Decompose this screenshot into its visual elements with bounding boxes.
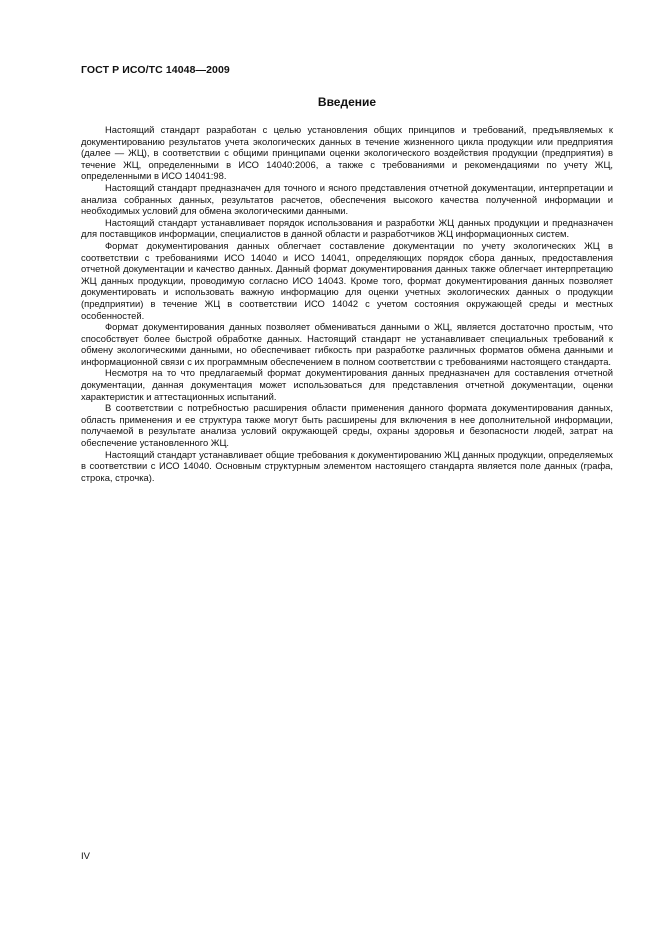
paragraph: Формат документирования данных облегчает составление документации по учету экологических ЖЦ в соответствии с требованиями ИСО 14040 и ИСО 14041, определяющих порядок сбора данных, предоставления отчетной документации и качество данных. Данный формат документирования данных также облегчает интерпретацию ЖЦ данных продукции, проводимую согласно ИСО 14043. Кроме того, формат документирования данных позволяет документировать и использовать важную информацию для оценки учетных экологических данных о продукции (предприятии) в течение ЖЦ в соответствии ИСО 14042 с учетом состояния окружающей среды и местных особенностей.: [81, 239, 613, 321]
paragraph: Настоящий стандарт устанавливает порядок использования и разработки ЖЦ данных продукции и предназначен для поставщиков информации, специалистов в данной области и разработчиков ЖЦ информационных систем.: [81, 216, 613, 240]
page-number: IV: [81, 851, 90, 862]
document-body: [81, 124, 613, 483]
paragraph: Несмотря на то что предлагаемый формат документирования данных предназначен для составления отчетной документации, данная документация может использоваться для представления отчетной документации, оценки характеристик и аттестационных испытаний.: [81, 367, 613, 402]
paragraph: Настоящий стандарт предназначен для точного и ясного представления отчетной документации, интерпретации и анализа собранных данных, результатов расчетов, обеспечения высокого качества полученной информации и необходимых условий для обмена экологическими данными.: [81, 181, 613, 217]
document-header: ГОСТ Р ИСО/ТС 14048—2009: [81, 64, 230, 76]
paragraph: В соответствии с потребностью расширения области применения данного формата документирования данных, область применения и ее структура также могут быть расширены для включения в нее дополнительной информации, получаемой в результате анализа условий окружающей среды, охраны здоровья и безопасности людей, затрат на обеспечение установленного ЖЦ.: [81, 402, 613, 449]
section-title: Введение: [317, 95, 377, 109]
paragraph: Формат документирования данных позволяет обмениваться данными о ЖЦ, является достаточно простым, что способствует более быстрой обработке данных. Настоящий стандарт не устанавливает специальных требований к обмену экологическими данными, но обеспечивает гибкость при разработке различных форматов обмена данными и информационной связи с их программным обеспечением в полном соответствии с требованиями настоящего стандарта.: [81, 321, 613, 367]
paragraph: Настоящий стандарт разработан с целью установления общих принципов и требований, предъявляемых к документированию результатов учета экологических данных в течение жизненного цикла продукции или предприятия (далее — ЖЦ), в соответствии с общими принципами оценки экологического воздействия продукции (предприятия) в течение ЖЦ, определенными в ИСО 14040:2006, а также с требованиями и рекомендациями по учету ЖЦ, определенными в ИСО 14041:98.: [81, 124, 613, 182]
paragraph: Настоящий стандарт устанавливает общие требования к документированию ЖЦ данных продукции, определяемых в соответствии с ИСО 14040. Основным структурным элементом настоящего стандарта является поле данных (графа, строка, строчка).: [81, 448, 613, 483]
